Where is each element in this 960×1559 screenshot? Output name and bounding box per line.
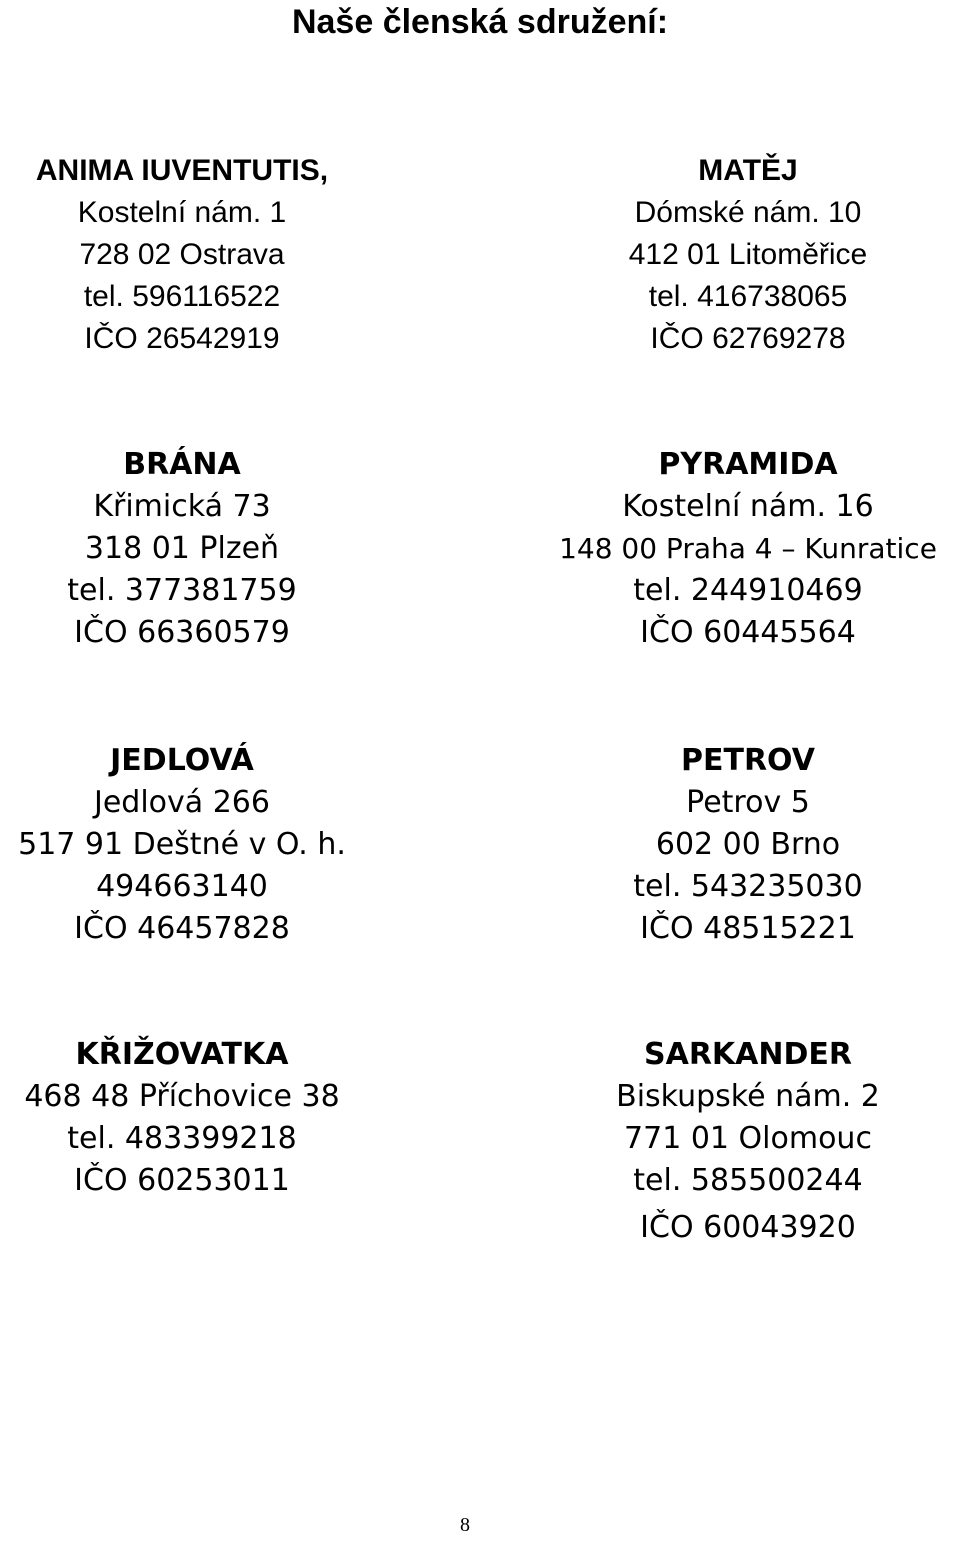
- org-brana: [0, 444, 422, 654]
- org-city: 468 48 Příchovice 38: [24, 1079, 340, 1114]
- org-ico: IČO 26542919: [84, 322, 280, 355]
- org-street: Kostelní nám. 1: [77, 196, 287, 229]
- org-street: Petrov 5: [686, 785, 810, 820]
- org-sarkander: [508, 1034, 960, 1249]
- org-city: 148 00 Praha 4 – Kunratice: [559, 532, 937, 565]
- org-phone: tel. 585500244: [633, 1163, 863, 1198]
- org-name: KŘIŽOVATKA: [75, 1037, 289, 1072]
- org-street: Biskupské nám. 2: [616, 1079, 880, 1114]
- org-matej: [508, 150, 960, 360]
- org-ico: IČO 46457828: [74, 911, 290, 946]
- org-street: Jedlová 266: [94, 785, 270, 820]
- org-name: PYRAMIDA: [658, 447, 838, 482]
- org-city: 412 01 Litoměřice: [628, 238, 868, 271]
- org-phone: tel. 596116522: [83, 280, 281, 313]
- org-phone: tel. 483399218: [67, 1121, 297, 1156]
- org-ico: IČO 48515221: [640, 911, 856, 946]
- org-name: SARKANDER: [644, 1037, 852, 1072]
- org-city: 771 01 Olomouc: [624, 1121, 872, 1156]
- org-ico: IČO 60445564: [640, 615, 856, 650]
- org-street: Křimická 73: [93, 489, 271, 524]
- org-name: ANIMA IUVENTUTIS,: [35, 154, 329, 187]
- org-city: 517 91 Deštné v O. h.: [18, 827, 346, 862]
- org-street: Kostelní nám. 16: [622, 489, 874, 524]
- org-phone: tel. 377381759: [67, 573, 297, 608]
- org-phone: tel. 416738065: [648, 280, 848, 313]
- org-krizovatka: [0, 1034, 422, 1202]
- org-city: 602 00 Brno: [655, 827, 841, 862]
- org-name: PETROV: [681, 743, 815, 778]
- org-city: 318 01 Plzeň: [84, 531, 280, 566]
- org-jedlova: [0, 740, 422, 950]
- org-name: BRÁNA: [123, 447, 241, 482]
- org-city: 728 02 Ostrava: [79, 238, 285, 271]
- page-number: 8: [460, 1514, 470, 1536]
- org-name: JEDLOVÁ: [110, 743, 254, 778]
- org-street: Dómské nám. 10: [634, 196, 862, 229]
- org-phone: tel. 244910469: [633, 573, 863, 608]
- org-petrov: [508, 740, 960, 950]
- org-ico: IČO 60253011: [74, 1163, 290, 1198]
- org-phone: tel. 543235030: [633, 869, 863, 904]
- org-ico: IČO 60043920: [640, 1210, 856, 1245]
- org-pyramida: [508, 444, 960, 654]
- org-name: MATĚJ: [698, 154, 798, 187]
- org-ico: IČO 66360579: [74, 615, 290, 650]
- page-heading: Naše členská sdružení:: [291, 3, 669, 41]
- org-phone: 494663140: [96, 869, 268, 904]
- org-ico: IČO 62769278: [650, 322, 846, 355]
- org-anima-iuventutis: [0, 150, 422, 360]
